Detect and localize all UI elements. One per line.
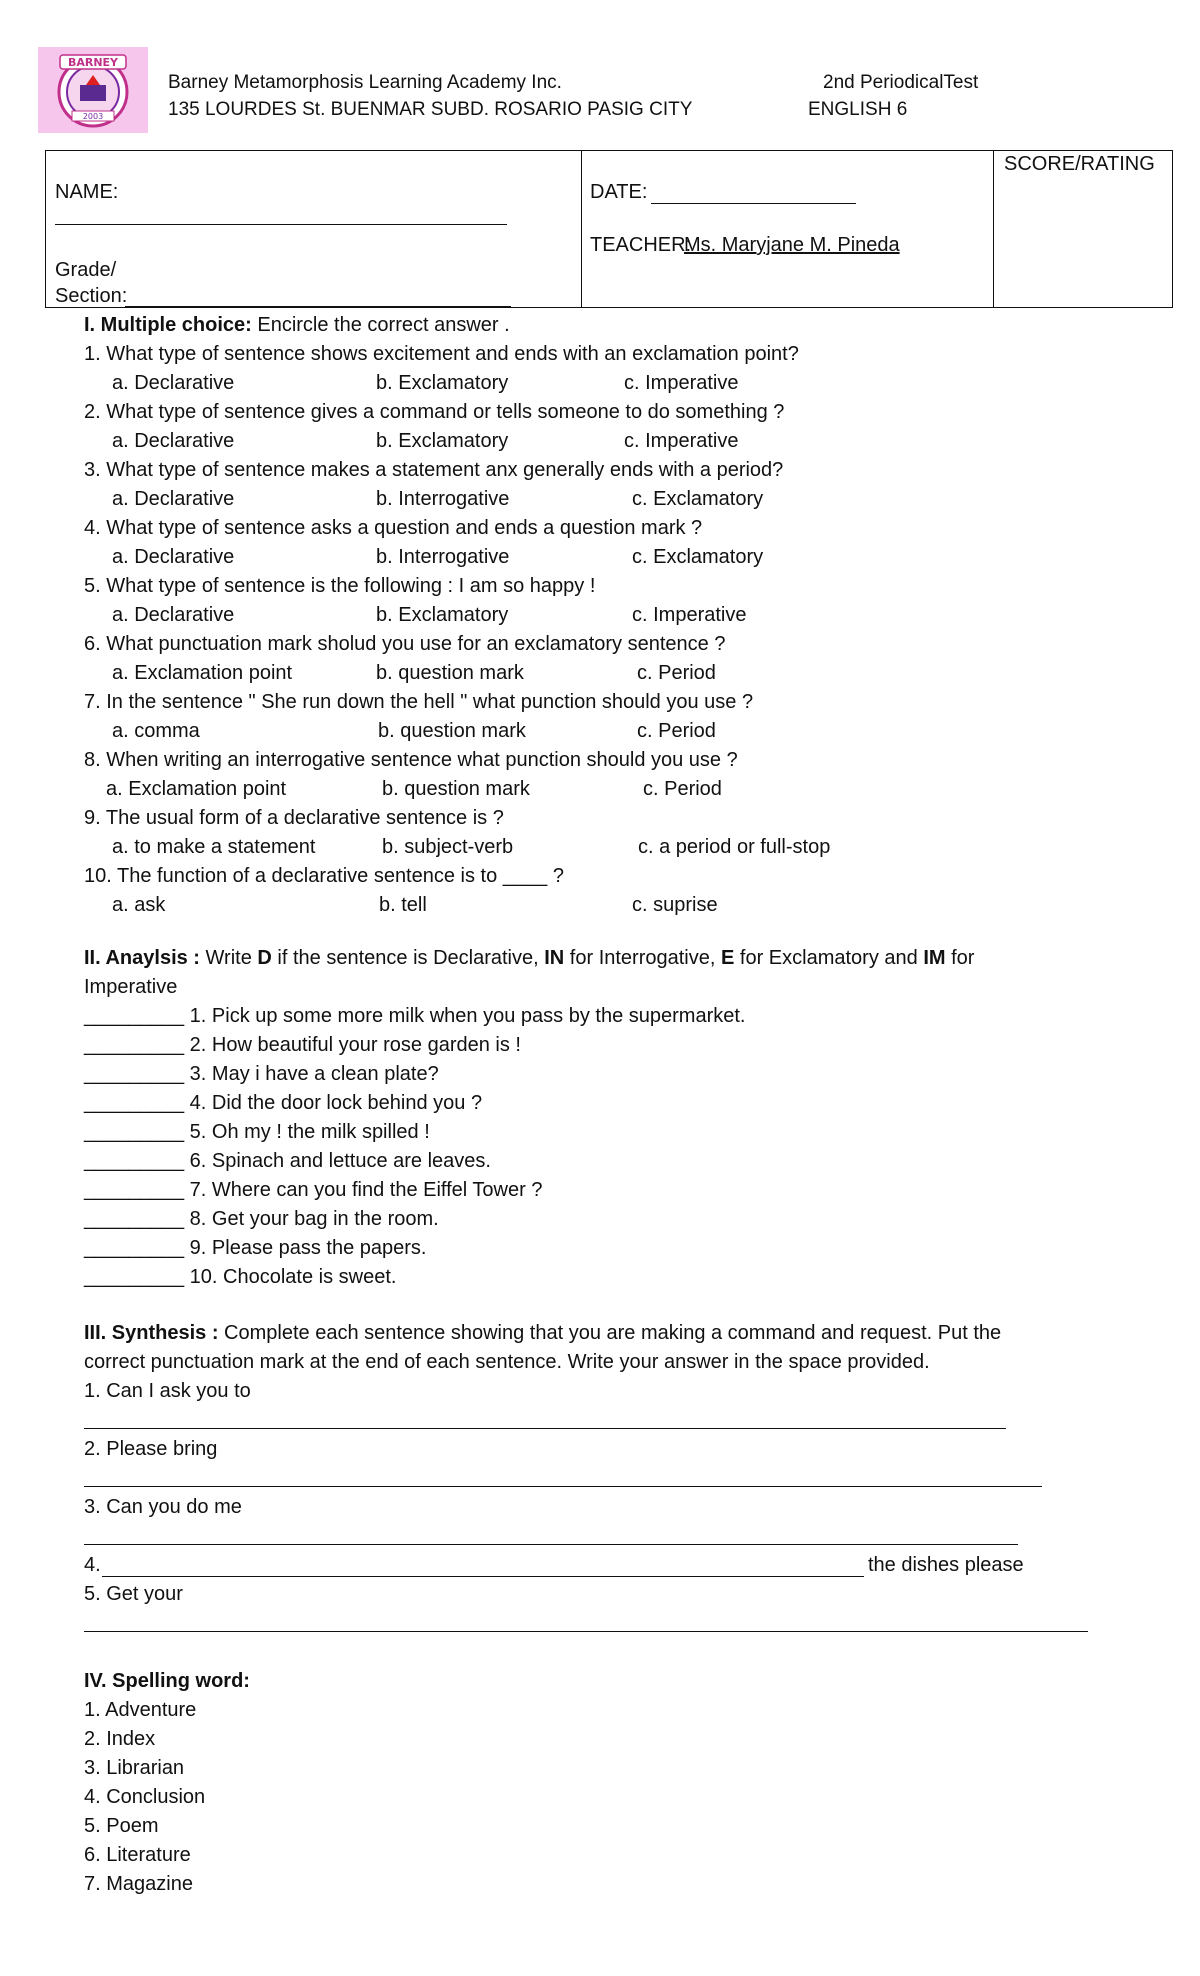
analysis-item xyxy=(84,1237,427,1260)
option-b[interactable]: b. Exclamatory xyxy=(376,604,509,626)
part2-instr-2: if the sentence is Declarative, xyxy=(277,947,539,969)
code-im: IM xyxy=(923,947,946,969)
option-a[interactable]: a. Declarative xyxy=(112,604,235,626)
part3-instruction-2: correct punctuation mark at the end of each sentence. Write your answer in the space provided. xyxy=(84,1351,930,1373)
spelling-word: 7. Magazine xyxy=(84,1873,193,1895)
option-b[interactable]: b. question mark xyxy=(376,662,524,684)
option-a[interactable]: a. Declarative xyxy=(112,546,235,568)
synthesis-item: 2. Please bring xyxy=(84,1438,218,1460)
option-a[interactable]: a. Exclamation point xyxy=(112,662,293,684)
name-line[interactable] xyxy=(55,224,507,225)
answer-blank[interactable]: _________ xyxy=(84,1034,185,1056)
section-line[interactable] xyxy=(125,306,511,307)
option-c[interactable]: c. Period xyxy=(643,778,722,800)
analysis-sentence: 2. How beautiful your rose garden is ! xyxy=(189,1034,521,1056)
option-a[interactable]: a. comma xyxy=(112,720,200,742)
analysis-sentence: 9. Please pass the papers. xyxy=(189,1237,427,1259)
analysis-sentence: 3. May i have a clean plate? xyxy=(189,1063,439,1085)
analysis-sentence: 6. Spinach and lettuce are leaves. xyxy=(189,1150,491,1172)
part2-heading: II. Anaylsis : xyxy=(84,947,200,969)
school-logo xyxy=(38,47,148,133)
score-label: SCORE/RATING xyxy=(1004,153,1155,175)
part2-title xyxy=(84,947,974,970)
answer-blank[interactable]: _________ xyxy=(84,1121,185,1143)
analysis-item xyxy=(84,1179,542,1202)
code-in: IN xyxy=(544,947,565,969)
analysis-item xyxy=(84,1208,439,1231)
part3-instruction-1: Complete each sentence showing that you are making a command and request. Put the xyxy=(224,1322,1002,1344)
answer-line[interactable] xyxy=(84,1428,1006,1429)
option-a[interactable]: a. Declarative xyxy=(112,372,235,394)
part2-instr-5: for xyxy=(951,947,975,969)
answer-line[interactable] xyxy=(84,1631,1088,1632)
synthesis-item: 4. xyxy=(84,1554,101,1576)
question-text: 10. The function of a declarative sentence is to ____ ? xyxy=(84,865,564,887)
answer-blank[interactable]: _________ xyxy=(84,1092,185,1114)
spelling-word: 6. Literature xyxy=(84,1844,191,1866)
spelling-word: 3. Librarian xyxy=(84,1757,185,1779)
option-b[interactable]: b. Interrogative xyxy=(376,546,510,568)
part3-title xyxy=(84,1322,1001,1345)
answer-blank[interactable]: _________ xyxy=(84,1208,185,1230)
analysis-item xyxy=(84,1063,439,1086)
answer-line[interactable] xyxy=(84,1544,1018,1545)
answer-blank[interactable]: _________ xyxy=(84,1150,185,1172)
option-c[interactable]: c. Exclamatory xyxy=(632,546,764,568)
grade-label: Grade/ xyxy=(55,259,117,281)
option-a[interactable]: a. Declarative xyxy=(112,430,235,452)
info-table xyxy=(45,150,1173,308)
subject: ENGLISH 6 xyxy=(808,99,908,120)
option-c[interactable]: c. Imperative xyxy=(624,430,739,452)
part1-title xyxy=(84,314,510,337)
section-label: Section: xyxy=(55,285,128,307)
code-d: D xyxy=(257,947,272,969)
question-text: 2. What type of sentence gives a command or tells someone to do something ? xyxy=(84,401,785,423)
part2-instr-3: for Interrogative, xyxy=(569,947,716,969)
option-a[interactable]: a. Declarative xyxy=(112,488,235,510)
spelling-word: 4. Conclusion xyxy=(84,1786,206,1808)
option-c[interactable]: c. Exclamatory xyxy=(632,488,764,510)
option-c[interactable]: c. a period or full-stop xyxy=(638,836,831,858)
analysis-item xyxy=(84,1150,491,1173)
analysis-item xyxy=(84,1266,396,1289)
svg-text:BARNEY: BARNEY xyxy=(67,56,119,69)
answer-blank[interactable]: _________ xyxy=(84,1266,185,1288)
spelling-word: 1. Adventure xyxy=(84,1699,197,1721)
date-teacher-cell xyxy=(581,151,994,307)
synthesis-item: 1. Can I ask you to xyxy=(84,1380,251,1402)
option-c[interactable]: c. Imperative xyxy=(632,604,747,626)
answer-line[interactable] xyxy=(84,1486,1042,1487)
question-text: 9. The usual form of a declarative sentence is ? xyxy=(84,807,504,829)
part2-instr-4: for Exclamatory and xyxy=(739,947,918,969)
analysis-item xyxy=(84,1092,482,1115)
question-text: 5. What type of sentence is the following : I am so happy ! xyxy=(84,575,596,597)
score-cell xyxy=(993,151,1172,307)
question-text: 3. What type of sentence makes a statement anx generally ends with a period? xyxy=(84,459,784,481)
teacher-label: TEACHER: xyxy=(590,234,692,256)
date-label: DATE: xyxy=(590,181,648,203)
question-text: 6. What punctuation mark sholud you use for an exclamatory sentence ? xyxy=(84,633,726,655)
synthesis-item: 5. Get your xyxy=(84,1583,183,1605)
option-b[interactable]: b. Interrogative xyxy=(376,488,510,510)
analysis-sentence: 1. Pick up some more milk when you pass by the supermarket. xyxy=(189,1005,746,1027)
option-a[interactable]: a. Exclamation point xyxy=(106,778,287,800)
answer-blank[interactable]: _________ xyxy=(84,1005,185,1027)
date-line[interactable] xyxy=(651,203,856,204)
synthesis-item-suffix: the dishes please xyxy=(868,1554,1024,1576)
option-b[interactable]: b. question mark xyxy=(382,778,530,800)
option-b[interactable]: b. tell xyxy=(379,894,427,916)
question-text: 1. What type of sentence shows excitement and ends with an exclamation point? xyxy=(84,343,799,365)
analysis-sentence: 5. Oh my ! the milk spilled ! xyxy=(189,1121,430,1143)
answer-blank[interactable]: _________ xyxy=(84,1063,185,1085)
question-text: 4. What type of sentence asks a question and ends a question mark ? xyxy=(84,517,703,539)
name-cell xyxy=(46,151,582,307)
question-text: 7. In the sentence " She run down the hell " what punction should you use ? xyxy=(84,691,754,713)
analysis-item xyxy=(84,1034,521,1057)
synthesis-item: 3. Can you do me xyxy=(84,1496,242,1518)
option-c[interactable]: c. Imperative xyxy=(624,372,739,394)
spelling-word: 2. Index xyxy=(84,1728,156,1750)
question-text: 8. When writing an interrogative sentence what punction should you use ? xyxy=(84,749,738,771)
part2-instr-1: Write xyxy=(205,947,252,969)
analysis-item xyxy=(84,1121,430,1144)
part2-instr-6: Imperative xyxy=(84,976,178,998)
option-c[interactable]: c. suprise xyxy=(632,894,718,916)
part1-heading: I. Multiple choice: xyxy=(84,314,252,336)
option-b[interactable]: b. subject-verb xyxy=(382,836,514,858)
school-address: 135 LOURDES St. BUENMAR SUBD. ROSARIO PASIG CITY xyxy=(168,99,693,120)
option-b[interactable]: b. Exclamatory xyxy=(376,430,509,452)
part4-heading: IV. Spelling word: xyxy=(84,1670,250,1692)
option-c[interactable]: c. Period xyxy=(637,720,716,742)
answer-blank[interactable]: _________ xyxy=(84,1179,185,1201)
option-c[interactable]: c. Period xyxy=(637,662,716,684)
teacher-name: Ms. Maryjane M. Pineda xyxy=(684,234,900,256)
answer-blank[interactable]: _________ xyxy=(84,1237,185,1259)
analysis-sentence: 7. Where can you find the Eiffel Tower ? xyxy=(189,1179,543,1201)
option-a[interactable]: a. ask xyxy=(112,894,166,916)
option-b[interactable]: b. Exclamatory xyxy=(376,372,509,394)
name-label: NAME: xyxy=(55,181,119,203)
test-name: 2nd PeriodicalTest xyxy=(823,72,979,93)
answer-line[interactable] xyxy=(102,1576,864,1577)
svg-text:2003: 2003 xyxy=(82,112,104,121)
spelling-word: 5. Poem xyxy=(84,1815,159,1837)
analysis-item xyxy=(84,1005,745,1028)
part1-instruction: Encircle the correct answer . xyxy=(257,314,510,336)
option-a[interactable]: a. to make a statement xyxy=(112,836,316,858)
analysis-sentence: 4. Did the door lock behind you ? xyxy=(189,1092,483,1114)
school-name: Barney Metamorphosis Learning Academy Inc. xyxy=(168,72,562,93)
part3-heading: III. Synthesis : xyxy=(84,1322,219,1344)
code-e: E xyxy=(720,947,735,969)
option-b[interactable]: b. question mark xyxy=(378,720,526,742)
analysis-sentence: 10. Chocolate is sweet. xyxy=(189,1266,397,1288)
analysis-sentence: 8. Get your bag in the room. xyxy=(189,1208,439,1230)
